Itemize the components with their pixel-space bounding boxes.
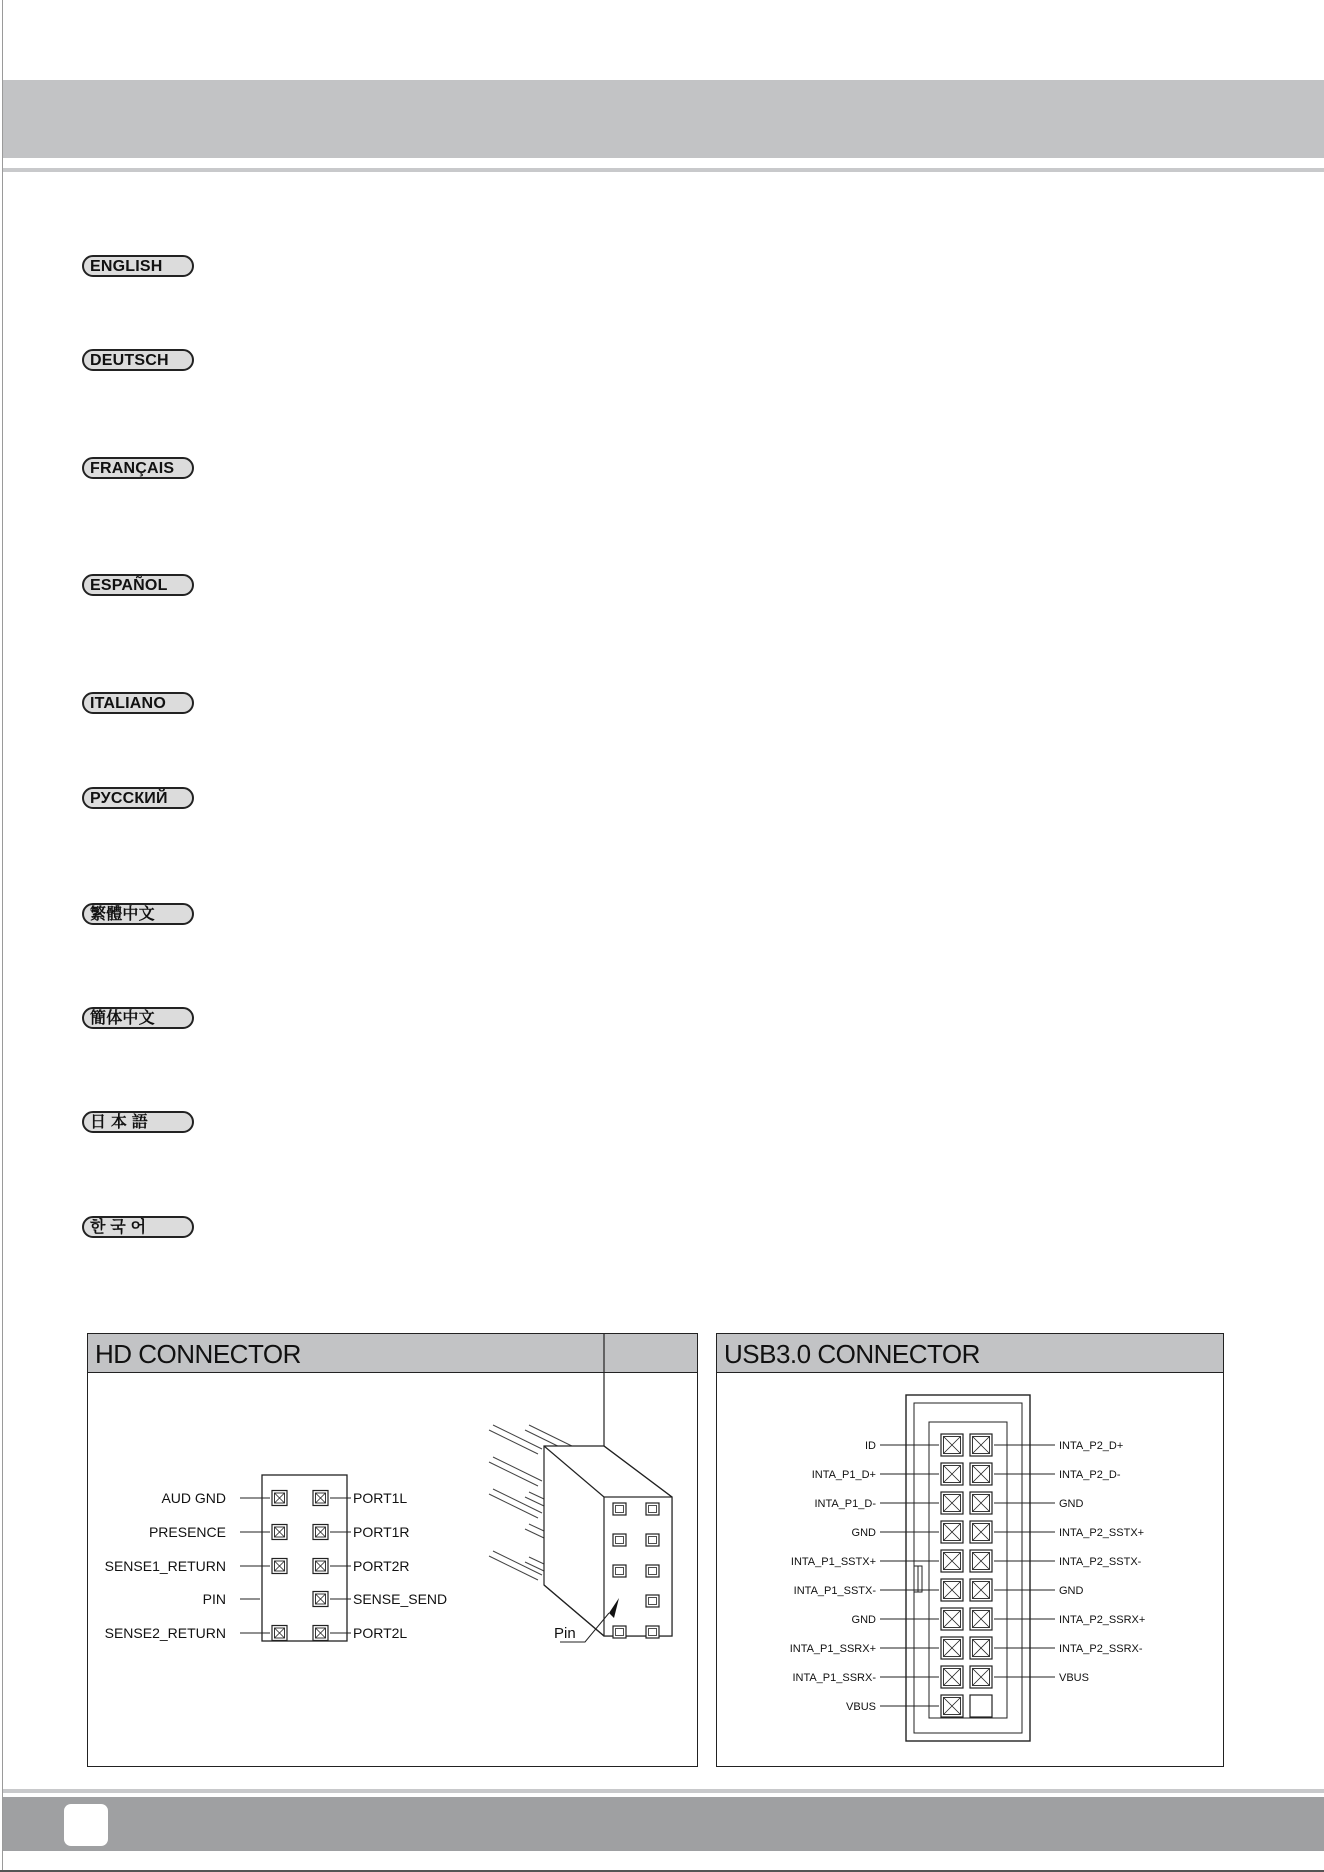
usb3-pin-right — [970, 1579, 992, 1601]
hd-pin-right — [313, 1559, 328, 1574]
hd-pin-right — [313, 1592, 328, 1607]
usb3-pin-right — [970, 1463, 992, 1485]
lang-tag-russian: РУССКИЙ — [82, 787, 194, 809]
hd-pin-right — [313, 1525, 328, 1540]
usb3-pin-right — [970, 1492, 992, 1514]
hd-left-label: AUD GND — [161, 1490, 226, 1506]
usb3-pin-right — [970, 1637, 992, 1659]
usb3-right-label: GND — [1059, 1585, 1084, 1597]
usb3-pin-left — [941, 1521, 963, 1543]
lang-tag-japanese: 日 本 語 — [82, 1111, 194, 1133]
header-band — [3, 80, 1324, 158]
hd-3d-pin-hole — [613, 1626, 626, 1638]
lang-tag-traditional-chinese: 繁體中文 — [82, 903, 194, 925]
hd-connector-diagram — [88, 1334, 699, 1768]
hd-right-label: SENSE_SEND — [353, 1591, 448, 1607]
usb3-pin-left — [941, 1550, 963, 1572]
usb3-pin-left — [941, 1695, 963, 1717]
usb3-right-label: GND — [1059, 1498, 1084, 1510]
hd-3d-pin-hole — [613, 1503, 626, 1515]
usb3-pin-left — [941, 1579, 963, 1601]
usb3-pin-right — [970, 1666, 992, 1688]
hd-connector-panel — [87, 1333, 698, 1767]
usb3-pin-left — [941, 1463, 963, 1485]
usb3-pin-labels — [790, 1440, 1146, 1713]
lang-tag-korean: 한 국 어 — [82, 1216, 194, 1238]
usb3-left-label: INTA_P1_SSTX- — [793, 1585, 876, 1597]
usb3-connector-title: USB3.0 CONNECTOR — [717, 1334, 1223, 1373]
usb3-right-label: VBUS — [1059, 1672, 1089, 1684]
lang-tag-english: ENGLISH — [82, 255, 194, 277]
usb3-left-label: INTA_P1_D+ — [811, 1469, 876, 1481]
hd-pin-grid — [272, 1491, 328, 1641]
usb3-left-label: INTA_P1_SSTX+ — [790, 1556, 876, 1568]
hd-3d-pin-hole — [613, 1565, 626, 1577]
usb3-pin-right — [970, 1434, 992, 1456]
footer-rule — [3, 1789, 1324, 1793]
hd-3d-pin-hole — [646, 1626, 659, 1638]
usb3-left-label: ID — [865, 1440, 876, 1452]
hd-connector-3d-illustration — [489, 1334, 672, 1636]
lang-tag-italiano: ITALIANO — [82, 692, 194, 714]
usb3-pin-empty — [970, 1695, 992, 1717]
usb3-right-label: INTA_P2_SSTX- — [1059, 1556, 1142, 1568]
left-margin-rule — [2, 0, 3, 1872]
hd-left-label: PRESENCE — [148, 1524, 226, 1540]
usb3-right-label: INTA_P2_D+ — [1059, 1440, 1124, 1452]
usb3-pin-left — [941, 1492, 963, 1514]
hd-pin-right — [313, 1491, 328, 1506]
usb3-left-label: INTA_P1_SSRX- — [792, 1672, 876, 1684]
usb3-right-label: INTA_P2_SSRX+ — [1059, 1614, 1146, 1626]
usb3-left-label: GND — [851, 1614, 876, 1626]
usb3-pin-right — [970, 1521, 992, 1543]
usb3-shroud-outer — [906, 1395, 1030, 1741]
pin-callout-label: Pin — [554, 1625, 576, 1642]
usb3-pin-left — [941, 1434, 963, 1456]
hd-right-label: PORT1L — [353, 1490, 408, 1506]
page-number-box — [64, 1804, 108, 1846]
lang-tag-simplified-chinese: 簡体中文 — [82, 1007, 194, 1029]
hd-left-label: SENSE1_RETURN — [104, 1558, 226, 1574]
usb3-connector-diagram — [717, 1334, 1225, 1768]
header-rule — [3, 168, 1324, 172]
hd-3d-pin-hole — [613, 1534, 626, 1546]
usb3-pin-left — [941, 1608, 963, 1630]
hd-pin-right — [313, 1626, 328, 1641]
hd-right-label: PORT2R — [353, 1558, 410, 1574]
lang-tag-deutsch: DEUTSCH — [82, 349, 194, 371]
usb3-pin-grid — [941, 1434, 992, 1717]
usb3-left-label: INTA_P1_D- — [814, 1498, 876, 1510]
hd-pin-left — [272, 1491, 287, 1506]
lang-tag-espanol: ESPAÑOL — [82, 574, 194, 596]
hd-3d-pin-hole — [646, 1565, 659, 1577]
usb3-right-label: INTA_P2_SSRX- — [1059, 1643, 1143, 1655]
hd-pin-left — [272, 1559, 287, 1574]
usb3-left-label: INTA_P1_SSRX+ — [789, 1643, 876, 1655]
footer-band — [3, 1797, 1324, 1851]
hd-left-label: SENSE2_RETURN — [104, 1625, 226, 1641]
usb3-right-label: INTA_P2_D- — [1059, 1469, 1121, 1481]
hd-3d-pin-hole — [646, 1534, 659, 1546]
usb3-pin-left — [941, 1666, 963, 1688]
hd-3d-pin-hole — [646, 1503, 659, 1515]
usb3-pin-right — [970, 1608, 992, 1630]
hd-right-label: PORT1R — [353, 1524, 410, 1540]
hd-pin-left — [272, 1525, 287, 1540]
hd-pin-left — [272, 1626, 287, 1641]
hd-right-label: PORT2L — [353, 1625, 408, 1641]
lang-tag-francais: FRANÇAIS — [82, 457, 194, 479]
usb3-connector-panel — [716, 1333, 1224, 1767]
usb3-pin-right — [970, 1550, 992, 1572]
hd-left-label: PIN — [202, 1591, 226, 1607]
usb3-left-label: GND — [851, 1527, 876, 1539]
usb3-shroud-inner — [914, 1403, 1022, 1733]
hd-3d-pin-hole — [646, 1595, 659, 1607]
hd-connector-title: HD CONNECTOR — [88, 1334, 697, 1373]
usb3-pin-left — [941, 1637, 963, 1659]
usb3-right-label: INTA_P2_SSTX+ — [1059, 1527, 1145, 1539]
usb3-left-label: VBUS — [846, 1701, 876, 1713]
